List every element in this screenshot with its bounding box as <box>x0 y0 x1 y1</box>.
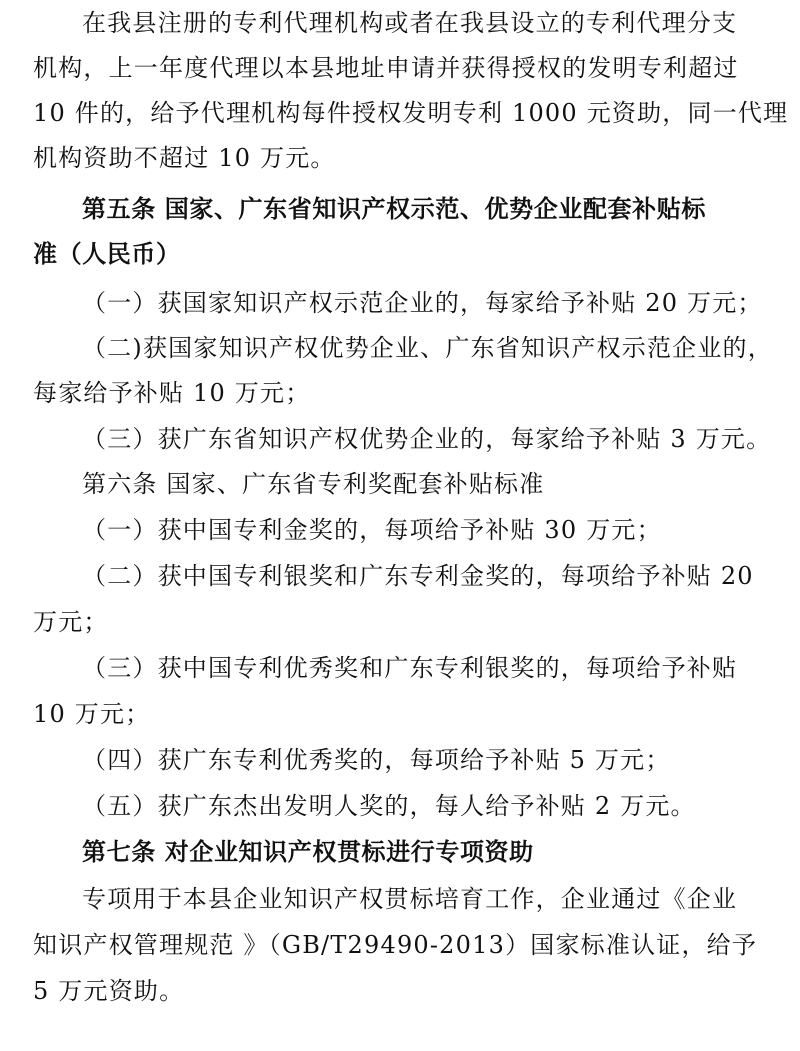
article-5-heading-continued: 准（人民币） <box>33 240 181 268</box>
list-item-continued: 万元； <box>33 608 109 636</box>
list-item: （三）获中国专利优秀奖和广东专利银奖的，每项给予补贴 <box>82 654 738 682</box>
list-item: （二）获中国专利银奖和广东专利金奖的，每项给予补贴 20 <box>82 562 754 590</box>
list-item: （一）获国家知识产权示范企业的，每家给予补贴 20 万元； <box>82 289 763 317</box>
list-item: （二)获国家知识产权优势企业、广东省知识产权示范企业的， <box>82 334 773 362</box>
article-6-heading: 第六条 国家、广东省专利奖配套补贴标准 <box>82 470 545 498</box>
list-item: （三）获广东省知识产权优势企业的，每家给予补贴 3 万元。 <box>82 425 772 453</box>
paragraph-line: 10 件的，给予代理机构每件授权发明专利 1000 元资助，同一代理 <box>33 99 789 127</box>
list-item: （四）获广东专利优秀奖的，每项给予补贴 5 万元； <box>82 746 671 774</box>
paragraph-line: 机构资助不超过 10 万元。 <box>33 144 336 172</box>
list-item-continued: 每家给予补贴 10 万元； <box>33 379 311 407</box>
list-item-continued: 10 万元； <box>33 700 151 728</box>
paragraph-line: 知识产权管理规范 》（GB/T29490-2013）国家标准认证，给予 <box>33 931 758 959</box>
article-5-heading: 第五条 国家、广东省知识产权示范、优势企业配套补贴标 <box>82 195 706 223</box>
paragraph-line: 5 万元资助。 <box>33 977 185 1005</box>
article-7-heading: 第七条 对企业知识产权贯标进行专项资助 <box>82 838 534 866</box>
list-item: （五）获广东杰出发明人奖的，每人给予补贴 2 万元。 <box>82 792 696 820</box>
paragraph-line: 机构，上一年度代理以本县地址申请并获得授权的发明专利超过 <box>33 54 739 82</box>
paragraph-line: 在我县注册的专利代理机构或者在我县设立的专利代理分支 <box>82 9 738 37</box>
list-item: （一）获中国专利金奖的，每项给予补贴 30 万元； <box>82 516 662 544</box>
paragraph-line: 专项用于本县企业知识产权贯标培育工作，企业通过《企业 <box>82 885 738 913</box>
